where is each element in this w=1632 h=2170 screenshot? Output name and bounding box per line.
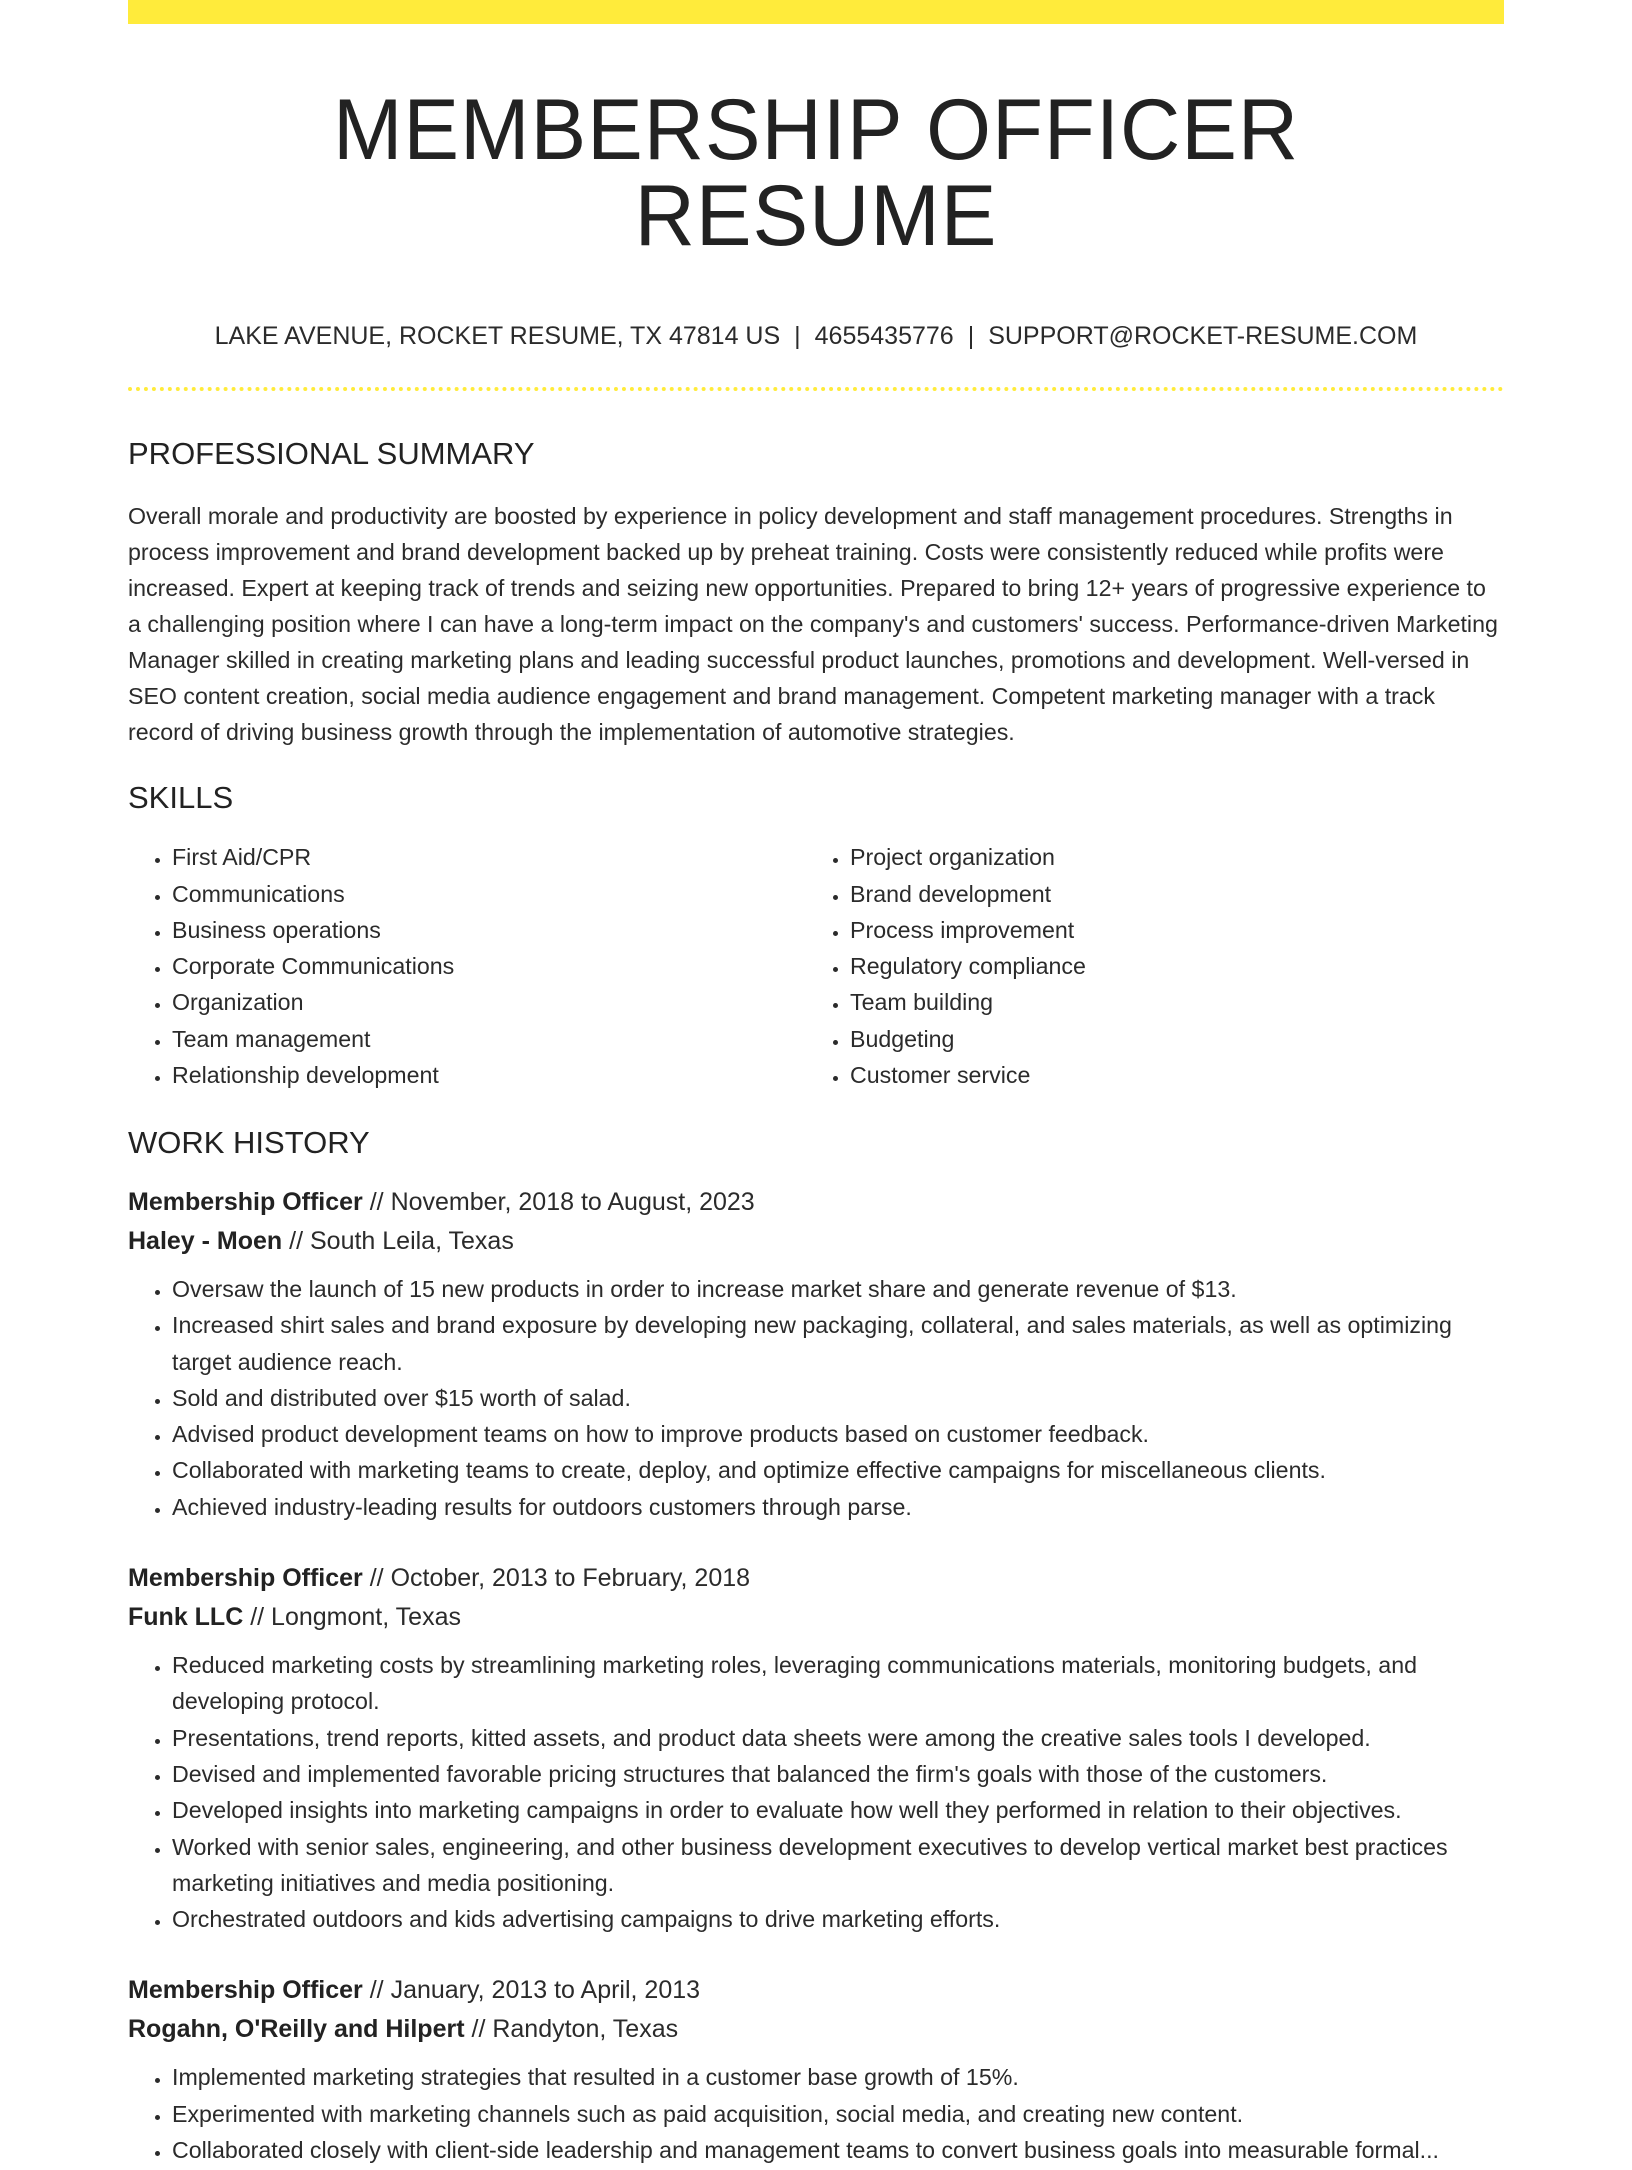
skill-item: • Business operations	[172, 912, 806, 948]
skill-item: • Organization	[172, 984, 806, 1020]
job-title-line	[128, 1183, 1504, 1222]
job-bullet: • Collaborated with marketing teams to create, deploy, and optimize effective campaigns for miscellaneous clients.	[172, 1452, 1504, 1488]
contact-separator: |	[967, 322, 975, 350]
skill-item: • Process improvement	[850, 912, 1484, 948]
skill-item: • Regulatory compliance	[850, 948, 1484, 984]
job-bullet: • Sold and distributed over $15 worth of salad.	[172, 1380, 1504, 1416]
job-company-line	[128, 1598, 1504, 1637]
job-bullet: • Presentations, trend reports, kitted assets, and product data sheets were among the creative sales tools I developed.	[172, 1720, 1504, 1756]
job-bullets	[128, 2059, 1504, 2168]
job-title-line	[128, 1971, 1504, 2010]
job-company: Haley - Moen	[128, 1227, 283, 1255]
email: SUPPORT@ROCKET-RESUME.COM	[988, 322, 1418, 350]
job-location: // Longmont, Texas	[243, 1603, 461, 1632]
skill-item: • Corporate Communications	[172, 948, 806, 984]
job-bullet: • Orchestrated outdoors and kids advertising campaigns to drive marketing efforts.	[172, 1901, 1504, 1937]
work-history-heading: WORK HISTORY	[128, 1125, 370, 1161]
job-role: Membership Officer	[128, 1188, 363, 1216]
job-dates: // January, 2013 to April, 2013	[362, 1976, 701, 2005]
job-bullet: • Increased shirt sales and brand exposure by developing new packaging, collateral, and sales materials, as well as optimizing target audience reach.	[172, 1307, 1504, 1380]
job-role: Membership Officer	[128, 1976, 363, 2005]
job-dates: // November, 2018 to August, 2023	[362, 1188, 755, 1216]
job-bullet: • Worked with senior sales, engineering, and other business development executives to develop vertical market best practices marketing initiatives and media positioning.	[172, 1829, 1504, 1902]
resume-title: MEMBERSHIP OFFICER RESUME	[332, 82, 1300, 264]
job-location: // South Leila, Texas	[282, 1227, 514, 1255]
skill-item: • Team management	[172, 1021, 806, 1057]
skills-heading: SKILLS	[128, 779, 234, 815]
job-bullet: • Developed insights into marketing campaigns in order to evaluate how well they performed in relation to their objectives.	[172, 1792, 1504, 1828]
job-entry	[128, 1183, 1504, 1525]
job-bullet: • Collaborated closely with client-side leadership and management teams to convert business goals into measurable formal...	[172, 2132, 1504, 2168]
contact-separator: |	[794, 322, 801, 350]
job-bullet: • Advised product development teams on how to improve products based on customer feedback.	[172, 1416, 1504, 1452]
address: LAKE AVENUE, ROCKET RESUME, TX 47814 US	[214, 322, 781, 350]
skill-item: • Communications	[172, 876, 806, 912]
skill-item: • Relationship development	[172, 1057, 806, 1093]
skill-item: • Project organization	[850, 839, 1484, 875]
job-bullet: • Achieved industry-leading results for outdoors customers through parse.	[172, 1489, 1504, 1525]
resume-page	[128, 0, 1504, 2168]
contact-line	[128, 321, 1504, 351]
skill-item: • Team building	[850, 984, 1484, 1020]
job-bullet: • Experimented with marketing channels such as paid acquisition, social media, and creating new content.	[172, 2096, 1504, 2132]
job-company: Rogahn, O'Reilly and Hilpert	[128, 2015, 465, 2044]
job-company: Funk LLC	[128, 1603, 244, 1632]
job-bullets	[128, 1647, 1504, 1937]
skill-item: • Brand development	[850, 876, 1484, 912]
header-divider	[128, 387, 1504, 391]
phone: 4655435776	[814, 322, 954, 350]
job-location: // Randyton, Texas	[464, 2015, 679, 2044]
job-dates: // October, 2013 to February, 2018	[362, 1564, 751, 1593]
job-role: Membership Officer	[128, 1564, 363, 1593]
skill-item: • Budgeting	[850, 1021, 1484, 1057]
job-bullets	[128, 1271, 1504, 1525]
skills-column-left	[128, 839, 806, 1093]
job-company-line	[128, 1222, 1504, 1261]
skills-column-right	[806, 839, 1484, 1093]
summary-text: Overall morale and productivity are boosted by experience in policy development and staff management procedures. Strengths in process improvement and brand development backed up by preheat training. Costs were consistently reduced while profits were increased. Expert at keeping track of trends and seizing new opportunities. Prepared to bring 12+ years of progressive experience to a challenging position where I can have a long-term impact on the company's and customers' success. Performance-driven Marketing Manager skilled in creating marketing plans and leading successful product launches, promotions and development. Well-versed in SEO content creation, social media audience engagement and brand management. Competent marketing manager with a track record of driving business growth through the implementation of automotive strategies.	[128, 502, 1498, 745]
skill-item: • Customer service	[850, 1057, 1484, 1093]
job-bullet: • Implemented marketing strategies that resulted in a customer base growth of 15%.	[172, 2059, 1504, 2095]
job-bullet: • Reduced marketing costs by streamlining marketing roles, leveraging communications materials, monitoring budgets, and developing protocol.	[172, 1647, 1504, 1720]
job-company-line	[128, 2010, 1504, 2049]
skill-item: • First Aid/CPR	[172, 839, 806, 875]
job-bullet: • Oversaw the launch of 15 new products in order to increase market share and generate revenue of $13.	[172, 1271, 1504, 1307]
job-entry	[128, 1971, 1504, 2168]
summary-heading: PROFESSIONAL SUMMARY	[128, 436, 535, 471]
job-entry	[128, 1559, 1504, 1937]
skills-list	[128, 839, 1504, 1093]
job-title-line	[128, 1559, 1504, 1598]
job-bullet: • Devised and implemented favorable pricing structures that balanced the firm's goals with those of the customers.	[172, 1756, 1504, 1792]
accent-bar	[128, 0, 1504, 24]
